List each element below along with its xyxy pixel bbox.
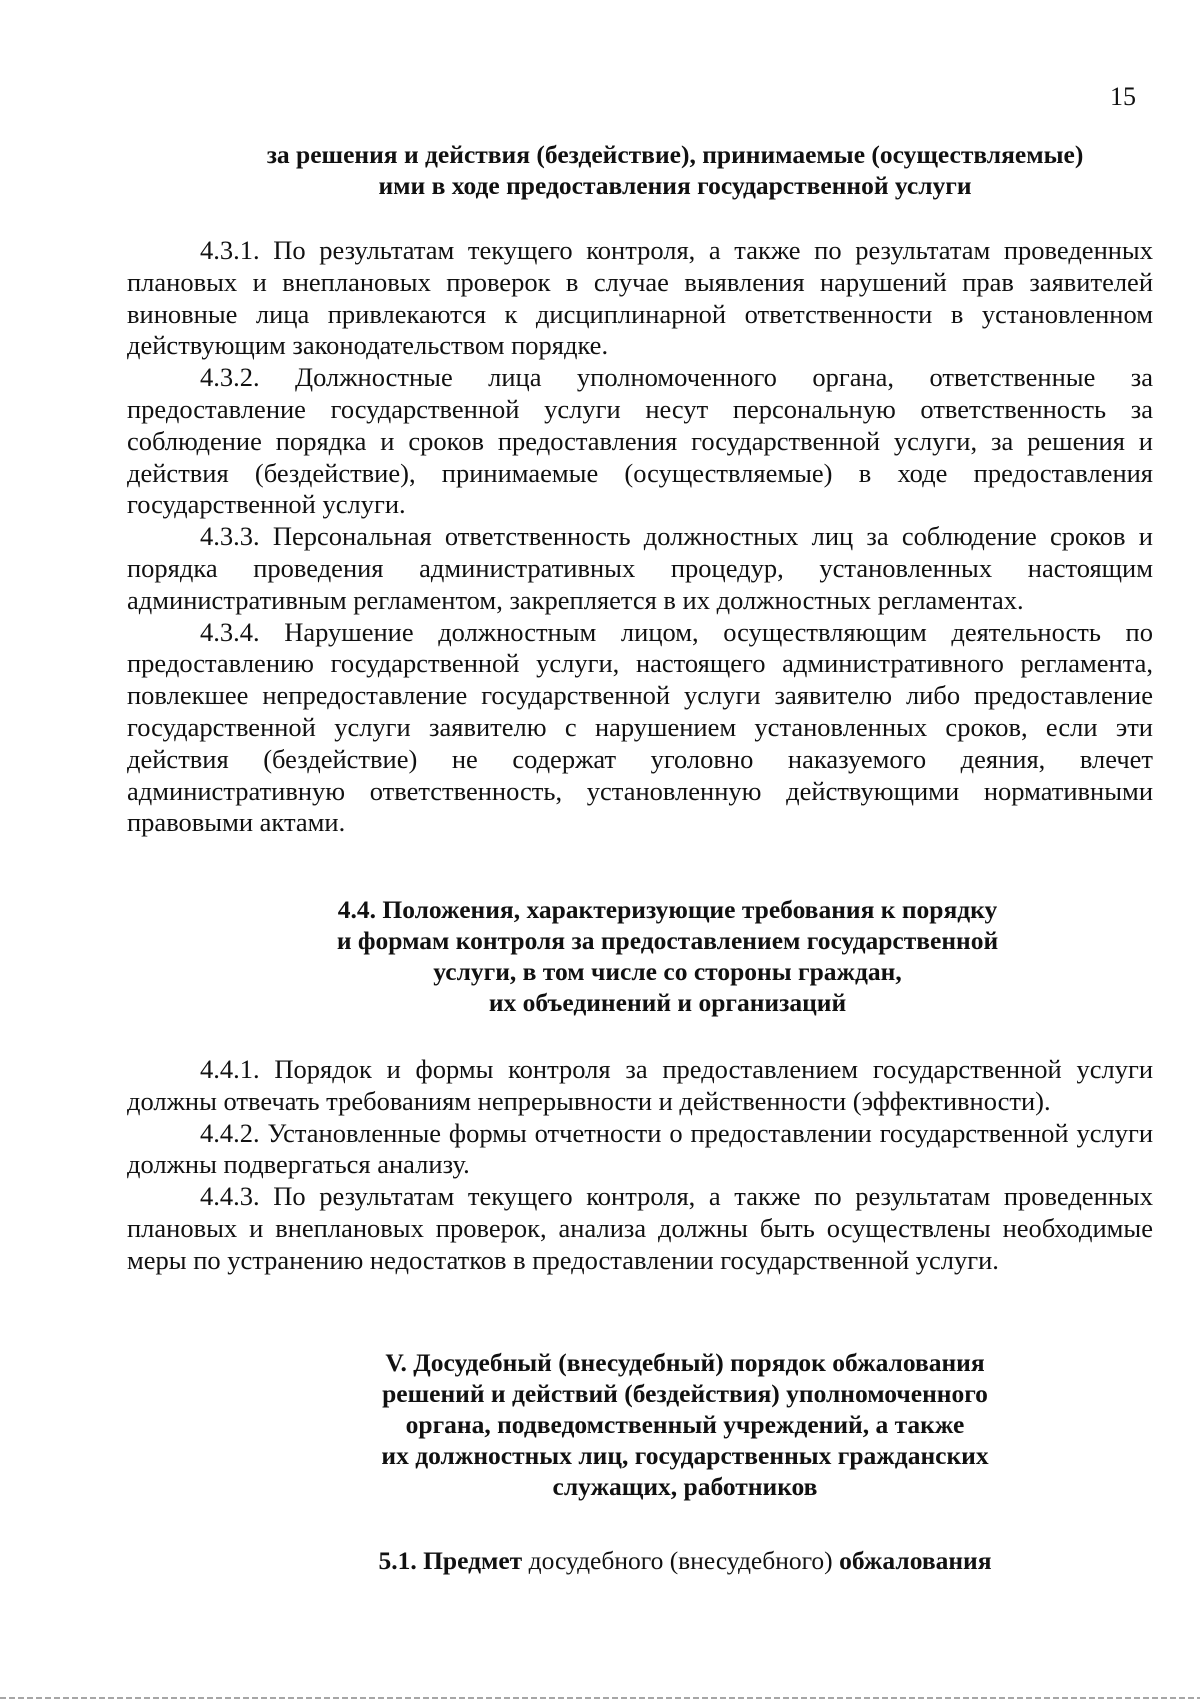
section-4-3-body xyxy=(127,235,1153,839)
heading-line: и формам контроля за предоставлением государственной xyxy=(336,926,999,955)
heading-bold-part: обжалования xyxy=(839,1546,992,1575)
scan-edge-line xyxy=(0,1697,1200,1699)
page-number: 15 xyxy=(1110,82,1136,111)
heading-line: ими в ходе предоставления государственной услуги xyxy=(378,171,972,200)
paragraph-4-3-4: 4.3.4. Нарушение должностным лицом, осуществляющим деятельность по предоставлению государственной услуги, настоящего административного регламента, повлекшее непредоставление государственной услуги заявителю либо предоставление государственной услуги заявителю с нарушением установленных сроков, если эти действия (бездействие) не содержат уголовно наказуемого деяния, влечет административную ответственность, установленную действующими нормативными правовыми актами. xyxy=(127,616,1153,838)
section-heading-4-4 xyxy=(270,894,1065,1018)
heading-line: их объединений и организаций xyxy=(488,988,847,1017)
heading-line: V. Досудебный (внесудебный) порядок обжалования xyxy=(385,1348,985,1377)
heading-normal-part: досудебного (внесудебного) xyxy=(522,1546,840,1575)
paragraph-4-3-2: 4.3.2. Должностные лица уполномоченного органа, ответственные за предоставление государственной услуги несут персональную ответственность за соблюдение порядка и сроков предоставления государственной услуги, за решения и действия (бездействие), принимаемые (осуществляемые) в ходе предоставления государственной услуги. xyxy=(127,362,1153,520)
section-heading-5-1 xyxy=(290,1545,1080,1576)
heading-line: решений и действий (бездействия) уполномоченного xyxy=(382,1379,988,1408)
heading-line: органа, подведомственный учреждений, а также xyxy=(405,1410,965,1439)
section-heading-top xyxy=(210,139,1140,201)
heading-line: их должностных лиц, государственных гражданских xyxy=(381,1441,989,1470)
section-heading-v xyxy=(290,1347,1080,1502)
paragraph-4-3-1: 4.3.1. По результатам текущего контроля, а также по результатам проведенных плановых и внеплановых проверок в случае выявления нарушений прав заявителей виновные лица привлекаются к дисциплинарной ответственности в установленном действующим законодательством порядке. xyxy=(127,235,1153,361)
paragraph-4-4-2: 4.4.2. Установленные формы отчетности о предоставлении государственной услуги должны подвергаться анализу. xyxy=(127,1117,1153,1180)
paragraph-4-4-3: 4.4.3. По результатам текущего контроля, а также по результатам проведенных плановых и внеплановых проверок, анализа должны быть осуществлены необходимые меры по устранению недостатков в предоставлении государственной услуги. xyxy=(127,1181,1153,1275)
heading-line: служащих, работников xyxy=(552,1472,818,1501)
heading-line: за решения и действия (бездействие), принимаемые (осуществляемые) xyxy=(266,140,1084,169)
heading-line: 4.4. Положения, характеризующие требования к порядку xyxy=(337,895,998,924)
section-4-4-body xyxy=(127,1054,1153,1277)
paragraph-4-3-3: 4.3.3. Персональная ответственность должностных лиц за соблюдение сроков и порядка проведения административных процедур, установленных настоящим административным регламентом, закрепляется в их должностных регламентах. xyxy=(127,521,1153,615)
heading-line: услуги, в том числе со стороны граждан, xyxy=(433,957,902,986)
heading-bold-part: 5.1. Предмет xyxy=(378,1546,523,1575)
paragraph-4-4-1: 4.4.1. Порядок и формы контроля за предоставлением государственной услуги должны отвечать требованиям непрерывности и действенности (эффективности). xyxy=(127,1054,1153,1116)
